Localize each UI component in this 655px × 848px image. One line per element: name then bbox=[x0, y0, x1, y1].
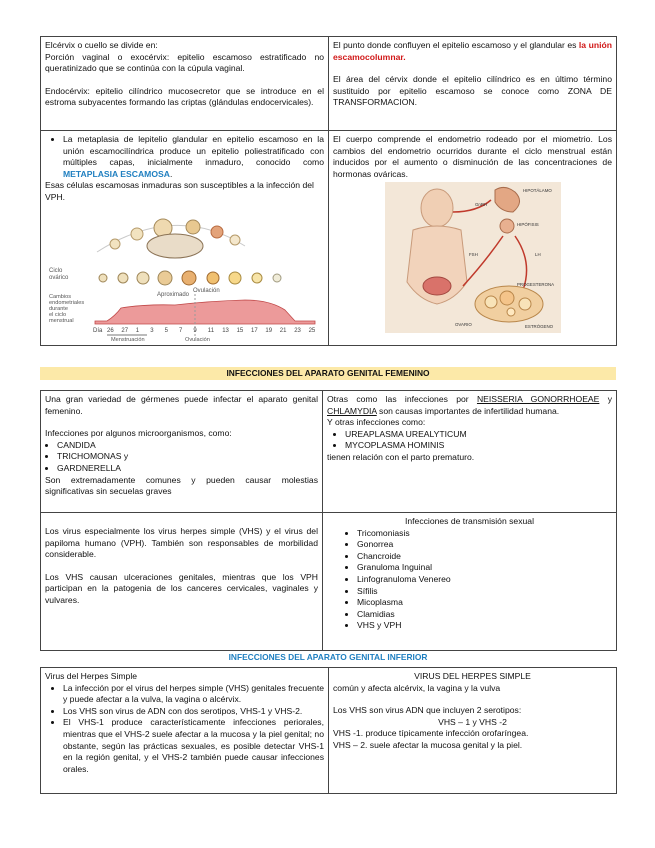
table-cervix bbox=[40, 36, 617, 346]
text-germenes: Una gran variedad de gérmenes puede infectar el aparato genital femenino. bbox=[45, 394, 318, 416]
cell-infertilidad bbox=[323, 391, 617, 513]
text-vph-susceptible: Esas células escamosas inmaduras son susceptibles a la infección del VPH. bbox=[45, 180, 314, 202]
day-tick-label: 9 bbox=[193, 327, 197, 334]
label-ovulacion-top: Ovulación bbox=[193, 287, 220, 294]
day-tick-label: 1 bbox=[135, 327, 140, 334]
label-hipofisis: HIPÓFISIS bbox=[517, 222, 539, 228]
label-ovulacion-bottom: Ovulación bbox=[185, 336, 210, 342]
list-item: • TRICHOMONAS y bbox=[57, 451, 318, 463]
text-vhs2: VHS – 2. suele afectar la mucosa genital y la piel. bbox=[333, 739, 523, 750]
text-otras-infecciones: Y otras infecciones como: bbox=[327, 417, 426, 428]
label-gnrh: GnRH bbox=[475, 202, 488, 208]
label-ovarico: ovárico bbox=[49, 274, 69, 281]
day-tick-label: 13 bbox=[222, 327, 229, 334]
follicle-sequence bbox=[99, 271, 281, 285]
text-union-start: El punto donde confluyen el epitelio escamoso y el glandular es bbox=[333, 40, 579, 50]
figure-uterus bbox=[423, 277, 451, 295]
text-serotipos: Los VHS son virus ADN que incluyen 2 serotipos: bbox=[333, 705, 522, 716]
list-metaplasia bbox=[45, 134, 324, 180]
day-tick-label: 26 bbox=[107, 327, 114, 334]
cell-cervix-division bbox=[41, 37, 329, 131]
section-title-genital-inferior: INFECCIONES DEL APARATO GENITAL INFERIOR bbox=[228, 652, 428, 662]
list-item: • CANDIDA bbox=[57, 440, 318, 452]
figure-head bbox=[421, 189, 453, 227]
text-otras-start: Otras como las infecciones por bbox=[327, 394, 477, 404]
text-metaplasia-start: La metaplasia de lepitelio glandular en epitelio escamoso en la unión escamocilíndrica produce un epitelio poliestratificado con múltiples capas, inicialmente inmaduro, conocido como bbox=[63, 134, 324, 168]
list-herpes bbox=[45, 683, 324, 776]
table-infecciones bbox=[40, 390, 617, 651]
text-y: y bbox=[599, 394, 612, 404]
label-fsh: FSH bbox=[469, 252, 478, 258]
day-tick-label: 17 bbox=[251, 327, 258, 334]
label-cambios-5: menstrual bbox=[49, 317, 74, 324]
bullet-metaplasia bbox=[63, 134, 324, 180]
highlight-metaplasia: METAPLASIA ESCAMOSA bbox=[63, 168, 170, 179]
text-comunes: Son extremadamente comunes y pueden causar molestias significativas sin secuelas graves bbox=[45, 474, 318, 497]
day-tick-label: 27 bbox=[121, 327, 129, 334]
label-hipotalamo: HIPOTÁLAMO bbox=[523, 188, 552, 194]
its-title: Infecciones de transmisión sexual bbox=[405, 516, 534, 526]
text-union-point bbox=[333, 40, 612, 63]
day-tick-label: 19 bbox=[265, 327, 273, 334]
label-lh: LH bbox=[535, 252, 541, 258]
cell-endometrium bbox=[329, 131, 617, 346]
text-vhs1: VHS -1. produce típicamente infección orofaríngea. bbox=[333, 728, 529, 739]
text-virus: Los virus especialmente los virus herpes simple (VHS) y el virus del papiloma humano (VPH). También son responsables de morbilidad considerable. bbox=[45, 526, 318, 560]
day-tick-label: 25 bbox=[308, 327, 316, 334]
list-its bbox=[327, 528, 612, 632]
cell-squamocolumnar bbox=[329, 37, 617, 131]
text-metaplasia-end: . bbox=[169, 168, 173, 179]
list-item: • Chancroide bbox=[357, 551, 612, 563]
cell-herpes-resumen bbox=[329, 668, 617, 794]
label-ovario: OVARIO bbox=[455, 322, 472, 328]
day-tick-label: 15 bbox=[236, 327, 244, 334]
list-item: • Granuloma Inguinal bbox=[357, 562, 612, 574]
text-infertilidad bbox=[327, 394, 612, 417]
label-dia: Día bbox=[93, 327, 103, 334]
label-cambios-endometriales bbox=[49, 294, 84, 324]
list-otras-infecciones bbox=[327, 429, 612, 452]
list-item: • Los VHS son virus de ADN con dos serotipos, VHS-1 y VHS-2. bbox=[63, 706, 324, 718]
day-tick-label: 5 bbox=[164, 327, 168, 334]
text-endocervix: Endocérvix: epitelio cilíndrico mucosecretor que se introduce en el estroma subyacentes formando las criptas (glándulas endocervicales). bbox=[45, 85, 324, 108]
ovary-follicles bbox=[110, 219, 240, 258]
text-microorganismos: Infecciones por algunos microorganismos, como: bbox=[45, 428, 232, 439]
label-menstruacion: Menstruación bbox=[111, 336, 145, 342]
text-vhs-types: VHS – 1 y VHS -2 bbox=[438, 716, 507, 727]
menstrual-cycle-figure bbox=[45, 206, 323, 342]
day-tick-label: 23 bbox=[294, 327, 301, 334]
text-chlamydia: CHLAMYDIA bbox=[327, 405, 377, 416]
label-ciclo: Ciclo bbox=[49, 267, 63, 274]
text-neisseria: NEISSERIA GONORRHOEAE bbox=[476, 394, 600, 404]
list-item: • Micoplasma bbox=[357, 597, 612, 609]
endometrium-curve bbox=[95, 300, 315, 324]
label-progesterona: PROGESTERONA bbox=[517, 282, 555, 288]
day-ticks bbox=[107, 328, 316, 334]
herpes-summary-title: VIRUS DEL HERPES SIMPLE bbox=[414, 671, 531, 681]
section-title-infecciones-femenino: INFECCIONES DEL APARATO GENITAL FEMENINO bbox=[40, 367, 616, 380]
label-cambios-4: el ciclo bbox=[49, 311, 67, 318]
day-tick-label: 3 bbox=[150, 327, 154, 334]
herpes-title: Virus del Herpes Simple bbox=[45, 671, 138, 681]
list-microorganismos bbox=[45, 440, 318, 475]
cell-metaplasia bbox=[41, 131, 329, 346]
cell-virus bbox=[41, 513, 323, 651]
pituitary-shape bbox=[500, 219, 514, 233]
text-ulceraciones: Los VHS causan ulceraciones genitales, mientras que los VPH participan en la patogenia de los canceres cervicales, vaginales y vulvares. bbox=[45, 571, 318, 605]
list-item: • Tricomoniasis bbox=[357, 528, 612, 540]
table-herpes bbox=[40, 667, 617, 794]
cell-germenes bbox=[41, 391, 323, 513]
day-tick-label: 11 bbox=[207, 327, 215, 334]
list-item: • UREAPLASMA UREALYTICUM bbox=[345, 429, 612, 441]
text-exocervix: Porción vaginal o exocérvix: epitelio escamoso estratificado no queratinizado que se continúa con la cúpula vaginal. bbox=[45, 51, 324, 74]
text-otras-end: son causas importantes de infertilidad humana. bbox=[376, 405, 560, 416]
list-item: • Sífilis bbox=[357, 586, 612, 598]
ovary-follicle-cluster bbox=[475, 286, 543, 322]
cell-its bbox=[323, 513, 617, 651]
list-item: • GARDNERELLA bbox=[57, 463, 318, 475]
text-parto-prematuro: tienen relación con el parto prematuro. bbox=[327, 451, 475, 462]
day-tick-label: 7 bbox=[179, 327, 183, 334]
text-transformation-zone: El área del cérvix donde el epitelio cilíndrico es en último término sustituido por epitelio escamoso se conoce como ZONA DE TRANSFORMACION. bbox=[333, 74, 612, 108]
label-estrogeno: ESTRÓGENO bbox=[525, 324, 554, 330]
line-cervix-intro: Elcérvix o cuello se divide en: bbox=[45, 40, 158, 50]
list-item: • Clamidias bbox=[357, 609, 612, 621]
list-item: • Linfogranuloma Venereo bbox=[357, 574, 612, 586]
list-item: • MYCOPLASMA HOMINIS bbox=[345, 440, 612, 452]
label-aproximado: Aproximado bbox=[157, 291, 190, 298]
hormone-axis-figure bbox=[385, 182, 561, 333]
list-item: • Gonorrea bbox=[357, 539, 612, 551]
cell-herpes-detalle bbox=[41, 668, 329, 794]
text-afecta: común y afecta alcérvix, la vagina y la vulva bbox=[333, 682, 501, 693]
text-endometrium: El cuerpo comprende el endometrio rodeado por el miometrio. Los cambios del endometrio ocurridos durante el ciclo menstrual están inducidos por el aumento o disminución de las concentraciones de hormonas ováricas. bbox=[333, 134, 612, 179]
day-tick-label: 21 bbox=[279, 327, 287, 334]
label-cambios-2: endometriales bbox=[49, 299, 85, 306]
list-item: • El VHS-1 produce característicamente infecciones periorales, mientras que el VHS-2 suele afectar a la mucosa y la piel genital; no obstante, según las prácticas sexuales, es posible detectar VHS-1 en la región genital, y el VHS-2 también puede causar infecciones orales. bbox=[63, 717, 324, 775]
list-item: • VHS y VPH bbox=[357, 620, 612, 632]
label-cambios-3: durante bbox=[49, 305, 68, 312]
label-cambios-1: Cambios bbox=[49, 293, 72, 300]
highlight-union: la unión escamocolumnar. bbox=[333, 40, 612, 62]
list-item: • La infección por el virus del herpes simple (VHS) genitales frecuente y puede afectar a la vulva, la vagina o alcérvix. bbox=[63, 683, 324, 706]
